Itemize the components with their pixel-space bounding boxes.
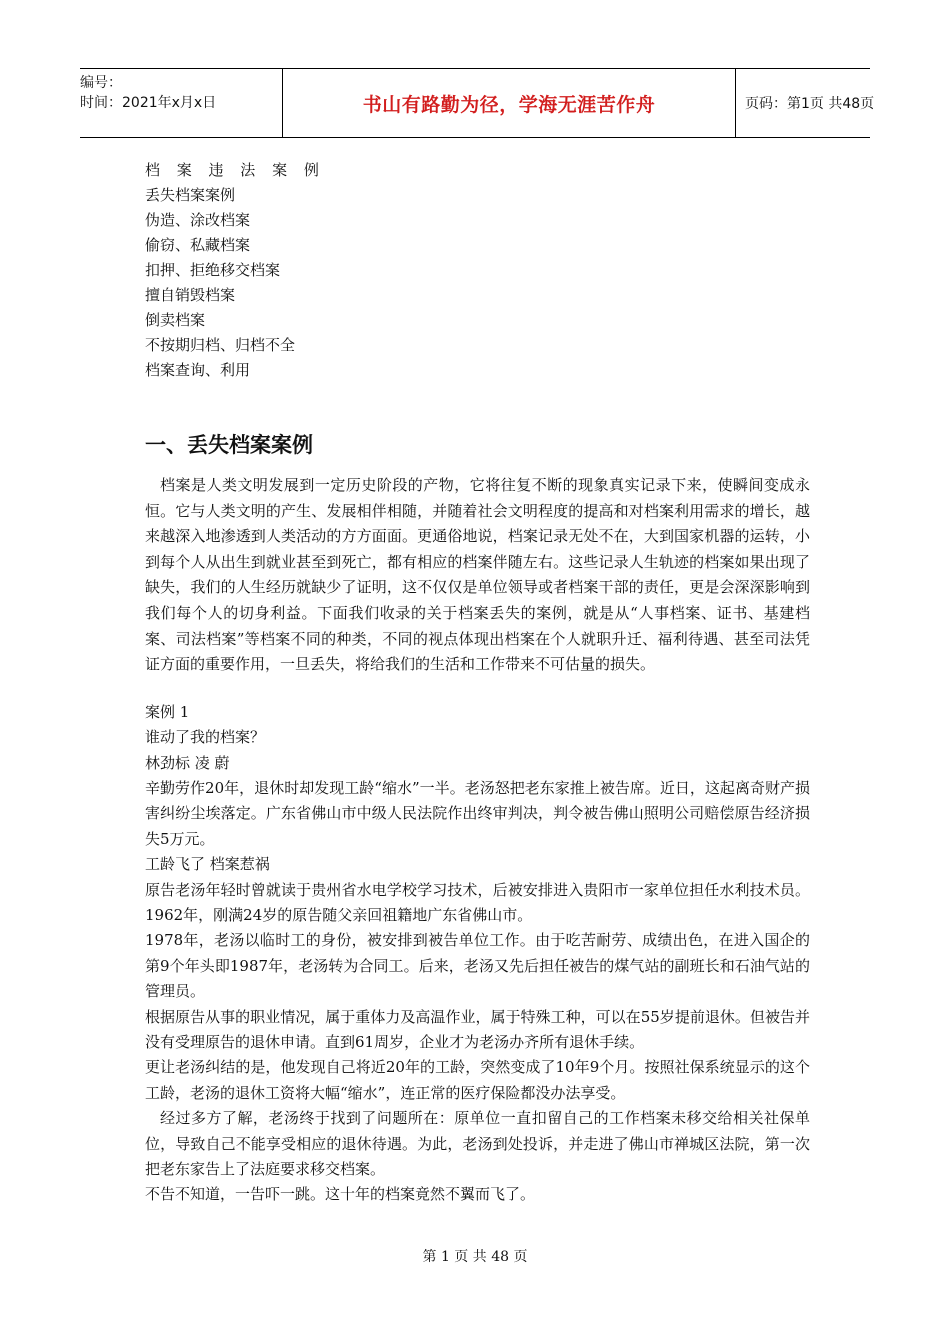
case-paragraph: 1978年，老汤以临时工的身份，被安排到被告单位工作。由于吃苦耐劳、成绩出色，在进入国企的第9个年头即1987年，老汤转为合同工。后来，老汤又先后担任被告的煤气站的副班长和石油气站的管理员。 bbox=[145, 931, 810, 1001]
section-heading: 一、丢失档案案例 bbox=[145, 433, 313, 457]
document-number-label: 编号： bbox=[80, 75, 122, 91]
header-meta bbox=[80, 69, 282, 141]
toc-item: 丢失档案案例 bbox=[145, 186, 236, 204]
toc-item: 扣押、拒绝移交档案 bbox=[145, 261, 281, 279]
header-page-info: 页码：第1页 共48页 bbox=[745, 96, 875, 112]
page-header bbox=[80, 68, 875, 138]
header-motto: 书山有路勤为径，学海无涯苦作舟 bbox=[282, 69, 736, 137]
case-paragraph: 根据原告从事的职业情况，属于重体力及高温作业，属于特殊工种，可以在55岁提前退休。但被告并没有受理原告的退休申请。直到61周岁，企业才为老汤办齐所有退休手续。 bbox=[145, 1007, 810, 1052]
table-of-contents bbox=[145, 158, 810, 383]
case-paragraph: 经过多方了解，老汤终于找到了问题所在：原单位一直扣留自己的工作档案未移交给相关社保单位，导致自己不能享受相应的退休待遇。为此，老汤到处投诉，并走进了佛山市禅城区法院，第一次把老东家告上了法庭要求移交档案。 bbox=[145, 1109, 810, 1179]
case-authors: 林劲标 凌 蔚 bbox=[145, 753, 230, 772]
case-paragraph: 更让老汤纠结的是，他发现自己将近20年的工龄，突然变成了10年9个月。按照社保系统显示的这个工龄，老汤的退休工资将大幅“缩水”，连正常的医疗保险都没办法享受。 bbox=[145, 1058, 810, 1102]
case-block bbox=[145, 700, 810, 1208]
toc-item: 不按期归档、归档不全 bbox=[145, 336, 296, 354]
case-subheading: 工龄飞了 档案惹祸 bbox=[145, 855, 270, 874]
document-date: 时间：2021年x月x日 bbox=[80, 95, 217, 111]
toc-item: 偷窃、私藏档案 bbox=[145, 236, 251, 254]
case-paragraph: 辛勤劳作20年，退休时却发现工龄“缩水”一半。老汤怒把老东家推上被告席。近日，这起离奇财产损害纠纷尘埃落定。广东省佛山市中级人民法院作出终审判决，判令被告佛山照明公司赔偿原告经济损失5万元。 bbox=[145, 778, 810, 848]
toc-item: 倒卖档案 bbox=[145, 311, 206, 329]
page-footer: 第 1 页 共 48 页 bbox=[422, 1249, 528, 1265]
case-title: 谁动了我的档案？ bbox=[145, 728, 266, 747]
case-label: 案例 1 bbox=[145, 702, 190, 721]
case-paragraph: 不告不知道，一告吓一跳。这十年的档案竟然不翼而飞了。 bbox=[145, 1185, 536, 1204]
document-body bbox=[145, 158, 810, 1208]
intro-paragraph: 档案是人类文明发展到一定历史阶段的产物，它将往复不断的现象真实记录下来，使瞬间变成永恒。它与人类文明的产生、发展相伴相随，并随着社会文明程度的提高和对档案利用需求的增长，越来越深入地渗透到人类活动的方方面面。更通俗地说，档案记录无处不在，大到国家机器的运转，小到每个人从出生到就业甚至到死亡，都有相应的档案伴随左右。这些记录人生轨迹的档案如果出现了缺失，我们的人生经历就缺少了证明，这不仅仅是单位领导或者档案干部的责任，更是会深深影响到我们每个人的切身利益。下面我们收录的关于档案丢失的案例，就是从“人事档案、证书、基建档案、司法档案”等档案不同的种类，不同的视点体现出档案在个人就职升迁、福利待遇、甚至司法凭证方面的重要作用，一旦丢失，将给我们的生活和工作带来不可估量的损失。 bbox=[145, 476, 810, 674]
toc-item: 档案查询、利用 bbox=[145, 361, 251, 379]
toc-item: 擅自销毁档案 bbox=[145, 286, 236, 304]
toc-item: 伪造、涂改档案 bbox=[145, 211, 251, 229]
case-paragraph: 原告老汤年轻时曾就读于贵州省水电学校学习技术，后被安排进入贵阳市一家单位担任水利技术员。1962年，刚满24岁的原告随父亲回祖籍地广东省佛山市。 bbox=[145, 880, 810, 924]
toc-title: 档 案 违 法 案 例 bbox=[145, 161, 325, 179]
